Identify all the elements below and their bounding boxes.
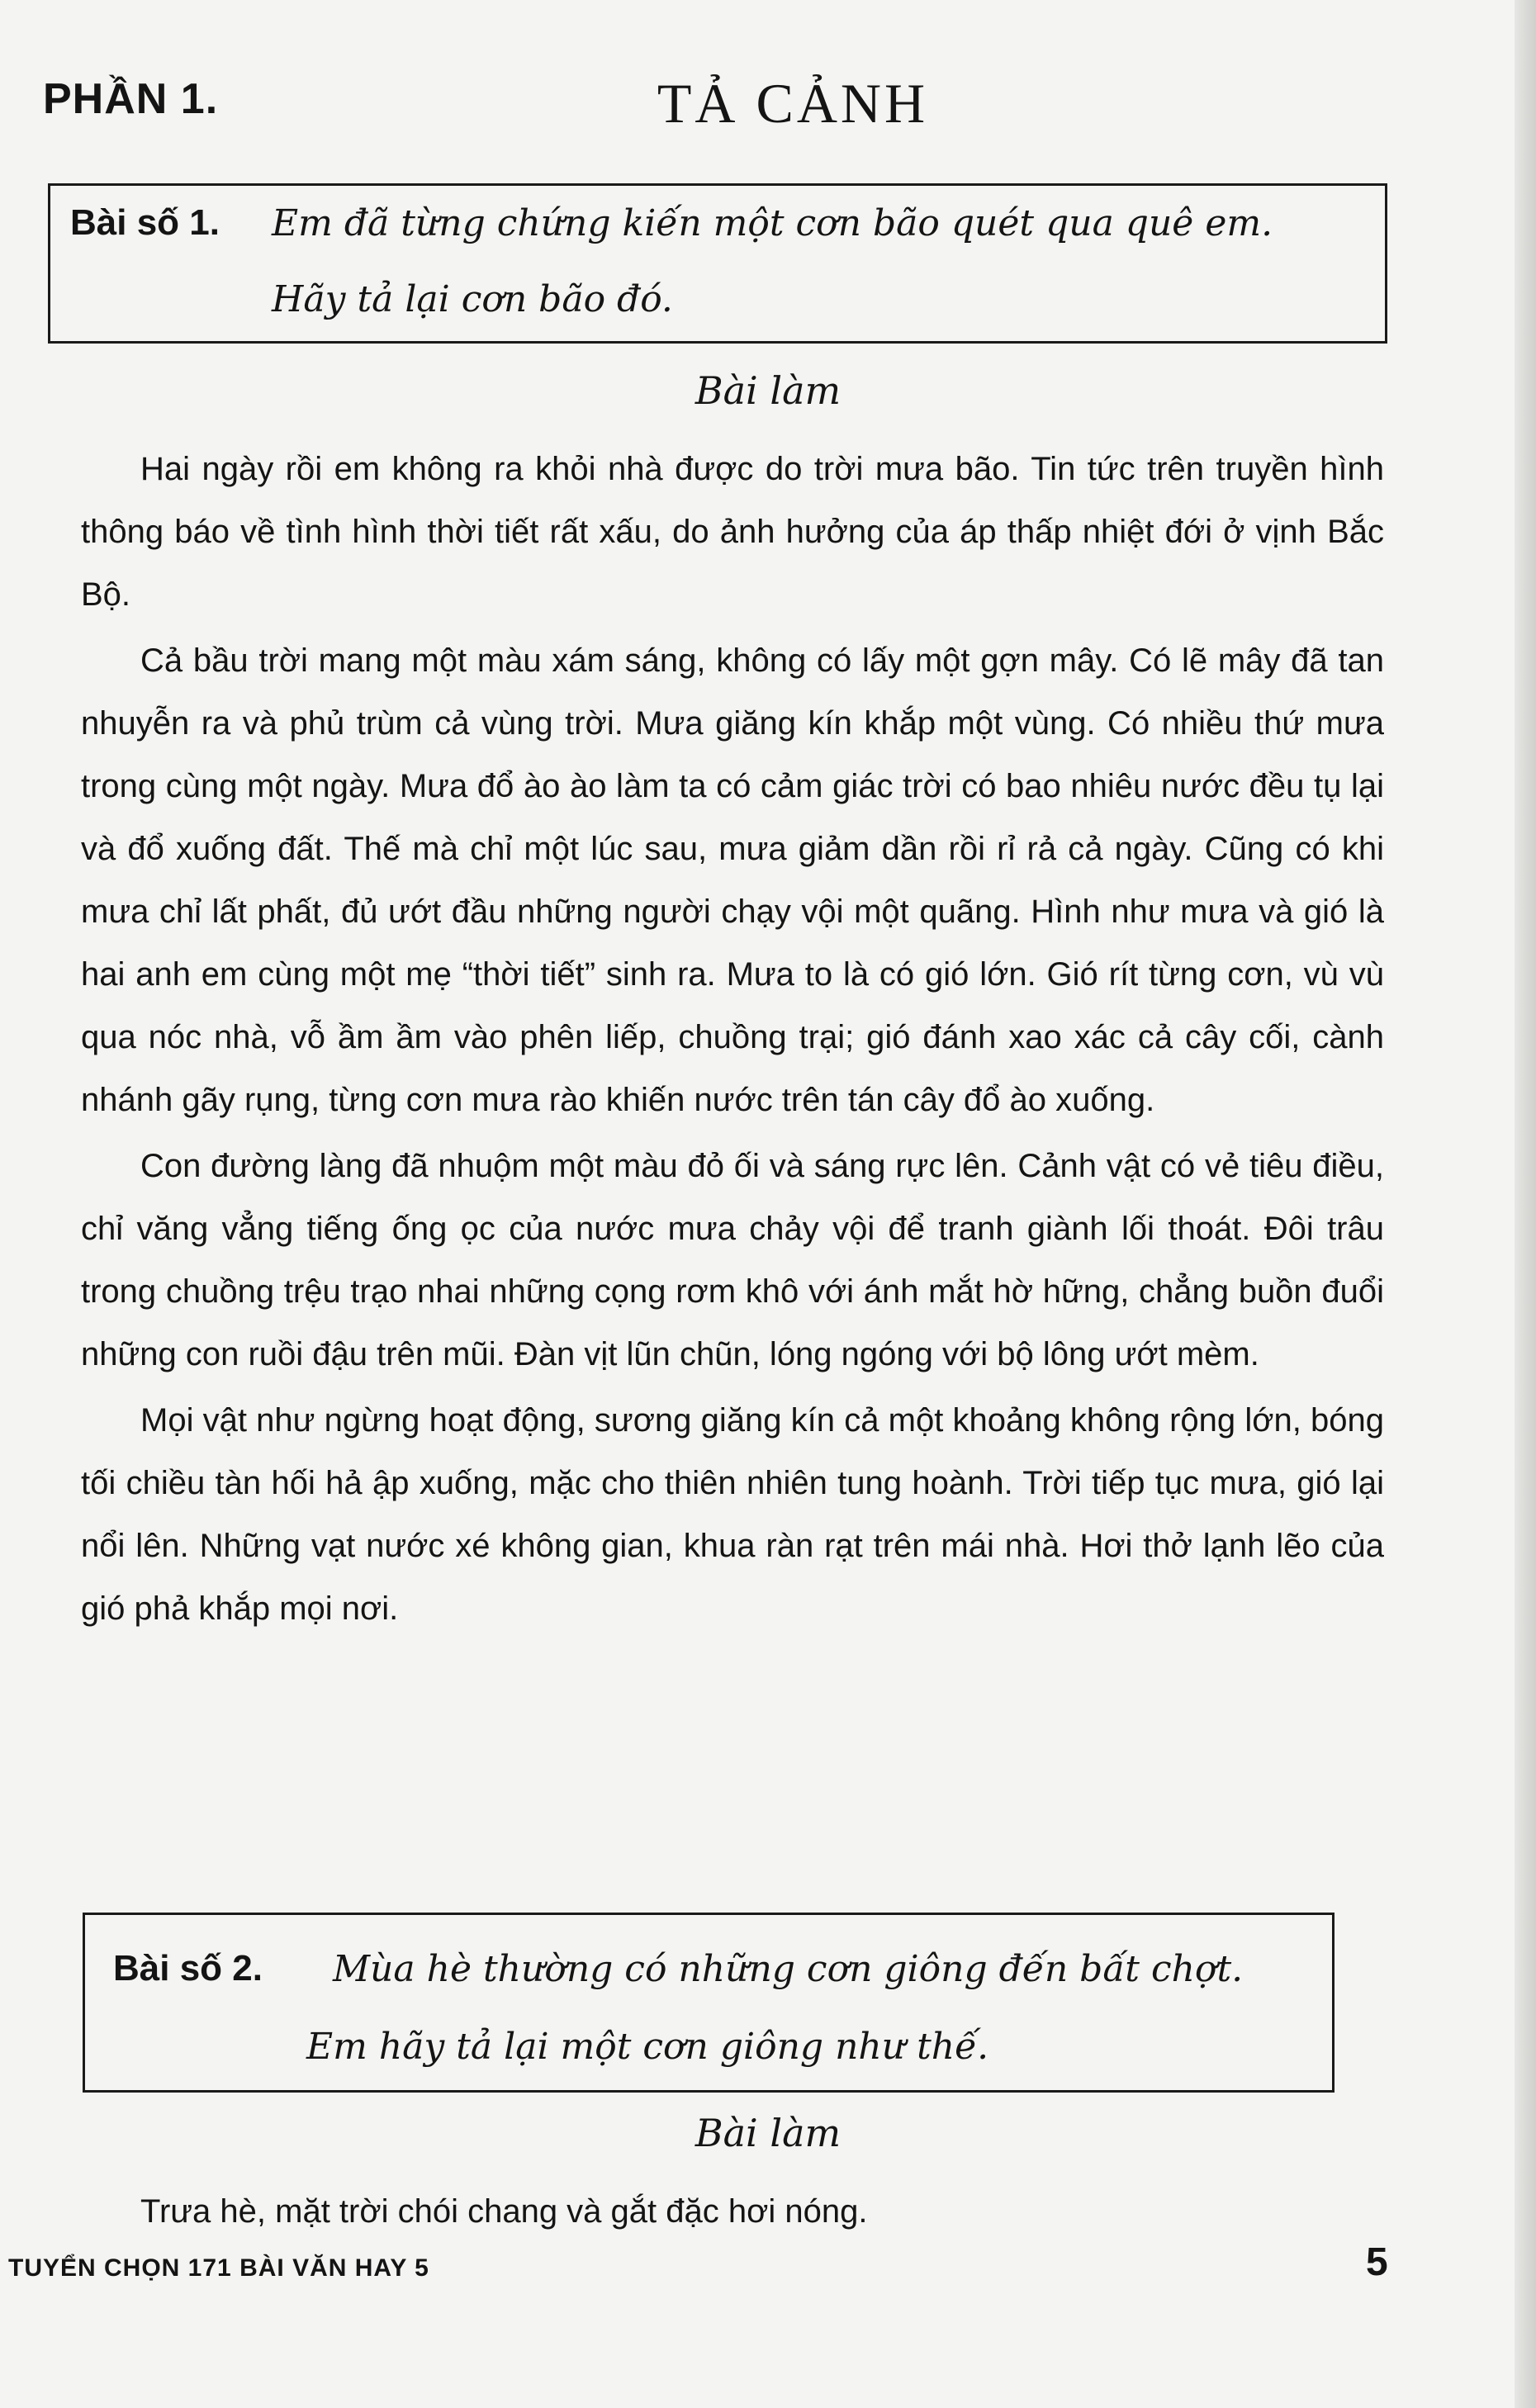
answer-2-body bbox=[81, 2180, 1384, 2246]
page-number: 5 bbox=[1366, 2240, 1388, 2284]
answer-2-paragraph: Trưa hè, mặt trời chói chang và gắt đặc hơi nóng. bbox=[140, 2193, 868, 2230]
exercise-1-prompt-line-2: Hãy tả lại cơn bão đó. bbox=[272, 278, 673, 320]
answer-1-paragraph: Con đường làng đã nhuộm một màu đỏ ối và sáng rực lên. Cảnh vật có vẻ tiêu điều, chỉ văng vẳng tiếng ống ọc của nước mưa chảy vội để tranh giành lối thoát. Đôi trâu trong chuồng trệu trạo nhai những cọng rơm khô với ánh mắt hờ hững, chẳng buồn đuổi những con ruồi đậu trên mũi. Đàn vịt lũn chũn, lóng ngóng với bộ lông ướt mèm. bbox=[81, 1148, 1384, 1372]
part-title: TẢ CẢNH bbox=[657, 72, 929, 135]
answer-1-paragraph: Hai ngày rồi em không ra khỏi nhà được do trời mưa bão. Tin tức trên truyền hình thông báo về tình hình thời tiết rất xấu, do ảnh hưởng của áp thấp nhiệt đới ở vịnh Bắc Bộ. bbox=[81, 451, 1384, 613]
answer-1-paragraph: Cả bầu trời mang một màu xám sáng, không có lấy một gợn mây. Có lẽ mây đã tan nhuyễn ra và phủ trùm cả vùng trời. Mưa giăng kín khắp một vùng. Có nhiều thứ mưa trong cùng một ngày. Mưa đổ ào ào làm ta có cảm giác trời có bao nhiêu nước đều tụ lại và đổ xuống đất. Thế mà chỉ một lúc sau, mưa giảm dần rồi rỉ rả cả ngày. Cũng có khi mưa chỉ lất phất, đủ ướt đầu những người chạy vội một quãng. Hình như mưa và gió là hai anh em cùng một mẹ “thời tiết” sinh ra. Mưa to là có gió lớn. Gió rít từng cơn, vù vù qua nóc nhà, vỗ ầm ầm vào phên liếp, chuồng trại; gió đánh xao xác cả cây cối, cành nhánh gãy rụng, từng cơn mưa rào khiến nước trên tán cây đổ ào xuống. bbox=[81, 642, 1384, 1118]
exercise-2-prompt-line-2: Em hãy tả lại một cơn giông như thế. bbox=[306, 2026, 989, 2068]
exercise-1-box bbox=[48, 183, 1387, 344]
exercise-1-label: Bài số 1. bbox=[70, 202, 220, 243]
answer-2-heading: Bài làm bbox=[695, 2111, 841, 2155]
exercise-2-label: Bài số 2. bbox=[113, 1948, 263, 1988]
footer-book-title: TUYỂN CHỌN 171 BÀI VĂN HAY 5 bbox=[8, 2254, 429, 2282]
page-edge-shadow bbox=[1515, 0, 1536, 2408]
answer-1-heading: Bài làm bbox=[695, 368, 841, 413]
exercise-1-prompt-line-1: Em đã từng chứng kiến một cơn bão quét qua quê em. bbox=[272, 202, 1273, 244]
exercise-2-prompt-line-1: Mùa hè thường có những cơn giông đến bất chợt. bbox=[333, 1948, 1244, 1990]
answer-1-paragraph: Mọi vật như ngừng hoạt động, sương giăng kín cả một khoảng không rộng lớn, bóng tối chiều tàn hối hả ập xuống, mặc cho thiên nhiên tung hoành. Trời tiếp tục mưa, gió lại nổi lên. Những vạt nước xé không gian, khua ràn rạt trên mái nhà. Hơi thở lạnh lẽo của gió phả khắp mọi nơi. bbox=[81, 1402, 1384, 1627]
part-label: PHẦN 1. bbox=[43, 75, 219, 123]
exercise-2-box bbox=[83, 1913, 1335, 2093]
answer-1-body bbox=[81, 438, 1384, 1643]
